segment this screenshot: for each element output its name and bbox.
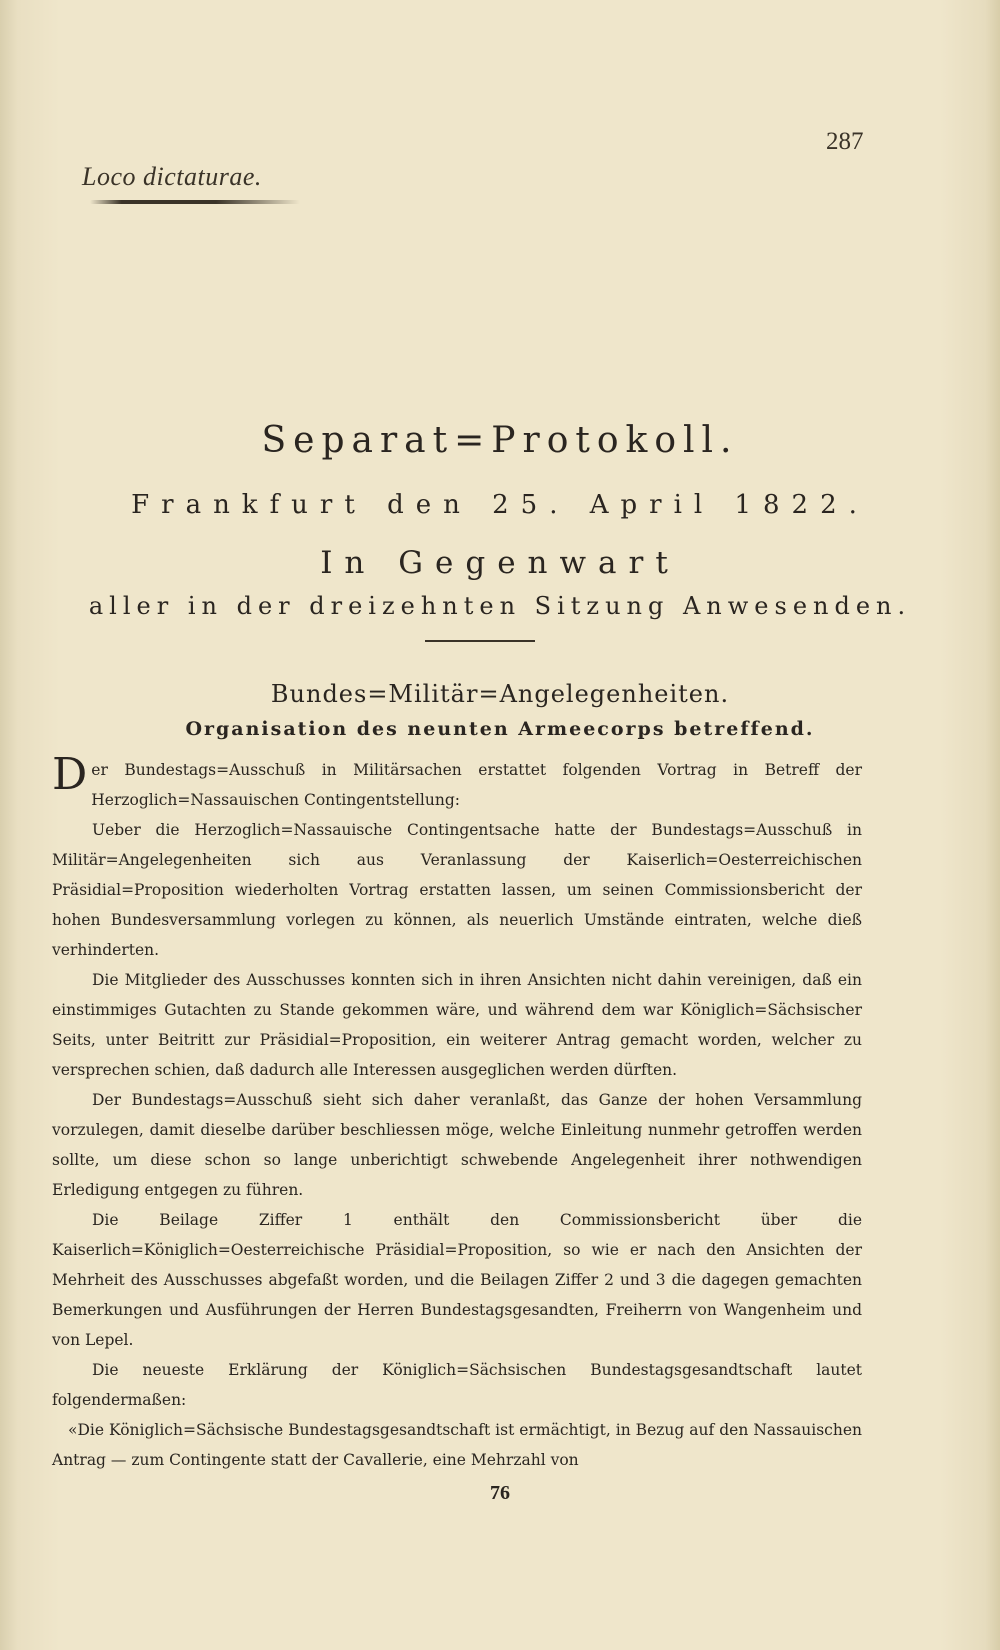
paragraph-2: Die Mitglieder des Ausschusses konnten sich in ihren Ansichten nicht dahin vereinigen, daß ein einstimmiges Gutachten zu Stande gekommen wäre, und während dem war Königlich=Sächsischer Seits, unter Beitritt zur Präsidial=Proposition, ein weiterer Antrag gemacht worden, welcher zu versprechen schien, daß dadurch alle Interessen ausgeglichen werden dürften. [52,971,862,1079]
presence-line-1: In Gegenwart [320,545,680,581]
section-heading: Bundes=Militär=Angelegenheiten. [270,680,730,708]
loco-dictaturae-note: Loco dictaturae. [82,162,262,191]
section-divider [425,640,535,642]
presence-line-2: aller in der dreizehnten Sitzung Anwesenden. [88,592,912,620]
paragraph-5: Die neueste Erklärung der Königlich=Sächsischen Bundestagsgesandtschaft lautet folgendermaßen: [52,1361,862,1409]
document-title: Separat=Protokoll. [261,420,739,461]
intro-text: er Bundestags=Ausschuß in Militärsachen erstattet folgenden Vortrag in Betreff der Herzoglich=Nassauischen Contingentstellung: [91,761,862,809]
paragraph-1: Ueber die Herzoglich=Nassauische Contingentsache hatte der Bundestags=Ausschuß in Militär=Angelegenheiten sich aus Veranlassung der Kaiserlich=Oesterreichischen Präsidial=Proposition wiederholten Vortrag erstatten lassen, um seinen Commissionsbericht der hohen Bundesversammlung vorlegen zu können, als neuerlich Umstände eintraten, welche dieß verhinderten. [52,821,862,959]
signature-mark: 76 [490,1482,510,1504]
decorative-flourish [90,200,300,204]
body-text [52,749,862,1475]
paragraph-3: Der Bundestags=Ausschuß sieht sich daher veranlaßt, das Ganze der hohen Versammlung vorzulegen, damit dieselbe darüber beschliessen möge, welche Einleitung nunmehr getroffen werden sollte, um diese schon so lange unberichtigt schwebende Angelegenheit ihrer nothwendigen Erledigung entgegen zu führen. [52,1091,862,1199]
drop-cap: D [52,749,88,800]
subheading: Organisation des neunten Armeecorps betreffend. [185,718,815,740]
quoted-paragraph: «Die Königlich=Sächsische Bundestagsgesandtschaft ist ermächtigt, in Bezug auf den Nassauischen Antrag — zum Contingente statt der Cavallerie, eine Mehrzahl von [52,1421,862,1469]
page-number: 287 [826,128,864,155]
paragraph-4: Die Beilage Ziffer 1 enthält den Commissionsbericht über die Kaiserlich=Königlich=Oesterreichische Präsidial=Proposition, so wie er nach den Ansichten der Mehrheit des Ausschusses abgefaßt worden, und die Beilagen Ziffer 2 und 3 die dagegen gemachten Bemerkungen und Ausführungen der Herren Bundestagsgesandten, Freiherrn von Wangenheim und von Lepel. [52,1211,862,1349]
intro-paragraph [52,749,862,815]
place-date-line: Frankfurt den 25. April 1822. [131,490,869,520]
